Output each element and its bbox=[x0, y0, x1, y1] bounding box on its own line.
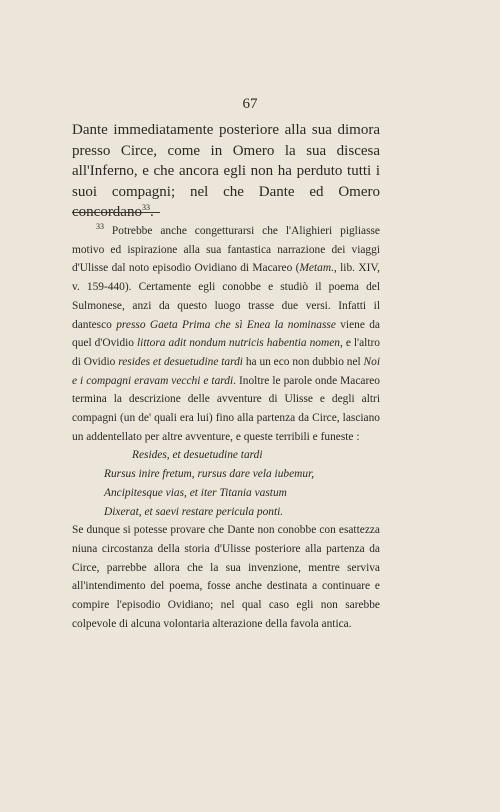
footnote-text-2: , lib. XIV, v. 159-440). Certamente egli conobbe e studiò il poema del Sulmonese, anzi da questo luogo trasse due versi. Infatti il dantesco bbox=[72, 262, 380, 331]
footnote-reference: 33 bbox=[141, 203, 150, 212]
verse-line-3: Ancipitesque vias, et iter Titania vastum bbox=[104, 486, 287, 499]
latin-verse bbox=[104, 446, 380, 521]
footnote-text-4: , e l'altro di Ovidio bbox=[72, 337, 380, 368]
main-text-block bbox=[72, 120, 380, 223]
footnote-text-6: . Inoltre le parole onde Macareo termina la descrizione delle avventure di Ulisse e degli altri compagni (un de' quali era lui) fino alla partenza da Circe, lasciano un addentellato per altre avventure, e queste terribili e funeste : bbox=[72, 374, 381, 443]
verse-line-1: Resides, et desuetudine tardi bbox=[132, 449, 263, 462]
footnote-citation: Metam. bbox=[299, 262, 334, 275]
footnote-marker: 33 bbox=[96, 222, 104, 232]
verse-line-4: Dixerat, et saevi restare pericula ponti. bbox=[104, 505, 284, 518]
footnote-quote-3: resides et desuetudine tardi bbox=[118, 355, 243, 368]
footnote-block bbox=[72, 222, 380, 633]
page-number: 67 bbox=[242, 96, 258, 112]
footnote-divider bbox=[72, 212, 160, 213]
footnote-conclusion: Se dunque si potesse provare che Dante non conobbe con esattezza niuna circostanza della storia d'Ulisse posteriore alla partenza da Circe, parrebbe allora che la sua invenzione, mentre serviva all'intendimento del poema, fosse anche destinata a continuare e compire l'episodio Ovidiano; nel qual caso egli non sarebbe colpevole di alcuna volontaria alterazione della favola antica. bbox=[72, 524, 380, 630]
footnote-quote-1: presso Gaeta Prima che sì Enea la nominasse bbox=[116, 318, 336, 331]
footnote-text-1: Potrebbe anche congetturarsi che l'Alighieri pigliasse motivo ed ispirazione alla sua fantastica narrazione dei viaggi d'Ulisse dal noto episodio Ovidiano di Macareo ( bbox=[72, 225, 380, 275]
footnote-text-3: viene da quel d'Ovidio bbox=[72, 318, 380, 350]
footnote-text-5: ha un eco non dubbio nel bbox=[242, 355, 364, 368]
verse-line-2: Rursus inire fretum, rursus dare vela iubemur, bbox=[104, 468, 315, 481]
main-paragraph: Dante immediatamente posteriore alla sua dimora presso Circe, come in Omero la sua discesa all'Inferno, e che ancora egli non ha perduto tutti i suoi compagni; nel che Dante ed Omero concordano$^{33}$. bbox=[72, 122, 380, 220]
footnote-quote-4: Noi e i compagni eravam vecchi e tardi bbox=[72, 355, 381, 387]
footnote-paragraph bbox=[72, 222, 380, 446]
main-text: Dante immediatamente posteriore alla sua dimora presso Circe, come in Omero la sua discesa all'Inferno, e che ancora egli non ha perduto tutti i suoi compagni; nel che Dante ed Omero concordano bbox=[72, 122, 380, 220]
footnote-quote-2: littora adit nondum nutricis habentia nomen bbox=[137, 337, 340, 350]
